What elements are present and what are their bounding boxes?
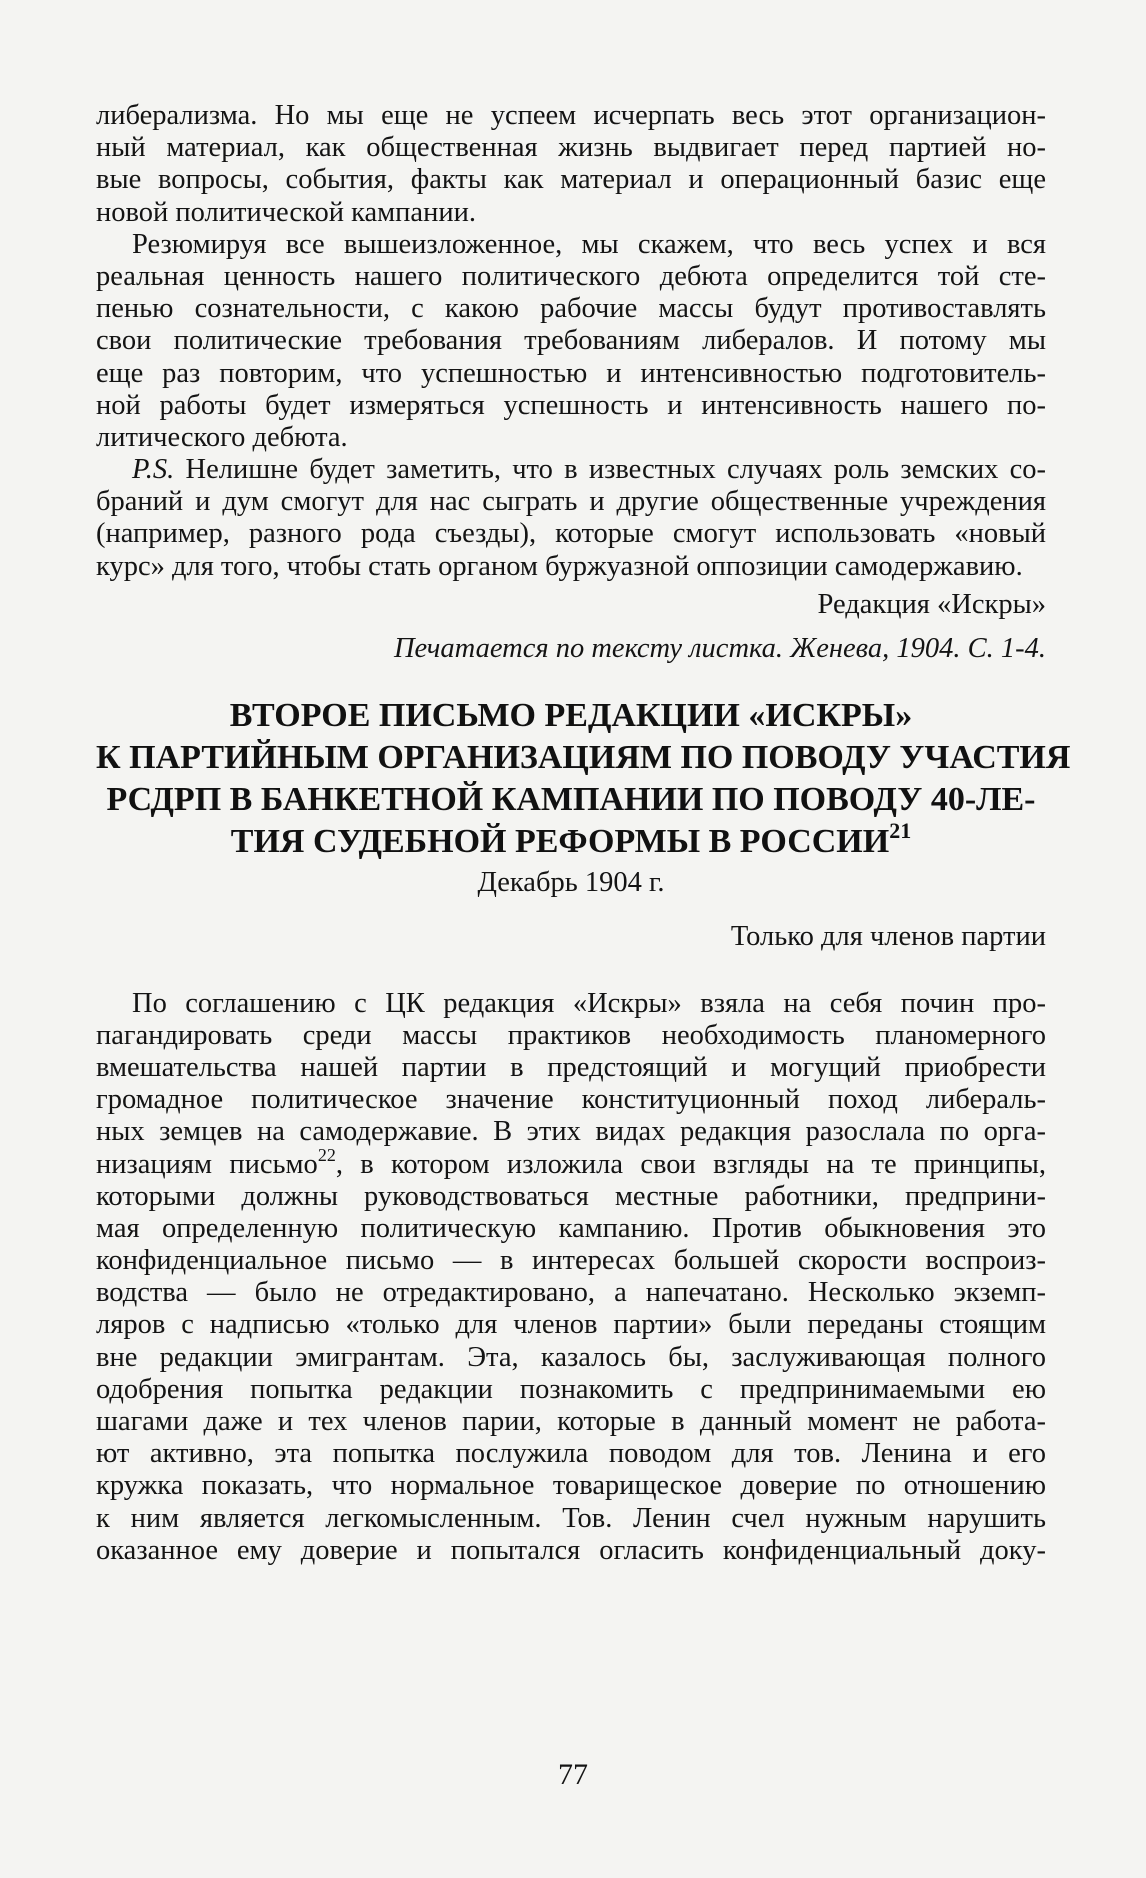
text-line: литического дебюта. xyxy=(96,421,348,453)
heading-line: ВТОРОЕ ПИСЬМО РЕДАКЦИИ «ИСКРЫ» xyxy=(229,697,913,735)
text-line: вмешательства нашей партии в предстоящий и могущий приобрести xyxy=(96,1051,1046,1083)
text-line: Резюмируя все вышеизложенное, мы скажем, что весь успех и вся xyxy=(132,228,1046,260)
text-line: водства — было не отредактировано, а напечатано. Несколько экземп- xyxy=(96,1277,1046,1309)
text-line: свои политические требования требованиям либералов. И потому мы xyxy=(96,325,1046,357)
text-segment: низациям письмо xyxy=(96,1148,318,1180)
paragraph-1 xyxy=(96,100,1046,229)
text-line: вне редакции эмигрантам. Эта, казалось бы, заслуживающая полного xyxy=(96,1341,1046,1373)
body-paragraph xyxy=(96,988,1046,1567)
source-note: Печатается по тексту листка. Женева, 1904. С. 1-4. xyxy=(393,633,1046,664)
paragraph-2 xyxy=(96,229,1046,454)
text-line: шагами даже и тех членов парии, которые в данный момент не работа- xyxy=(96,1406,1046,1437)
text-line: пенью сознательности, с какою рабочие массы будут противоставлять xyxy=(96,293,1046,325)
text-line: ют активно, эта попытка послужила поводом для тов. Ленина и его xyxy=(96,1438,1046,1470)
text-segment: , в котором изложила свои взгляды на те принципы, xyxy=(335,1148,1046,1180)
text-line: пагандировать среди массы практиков необходимость планомерного xyxy=(96,1019,1046,1051)
text-line: которыми должны руководствоваться местные работники, предприни- xyxy=(96,1180,1046,1212)
text-line: к ним является легкомысленным. Тов. Ленин счел нужным нарушить xyxy=(96,1502,1046,1534)
text-line: курс» для того, чтобы стать органом буржуазной оппозиции самодержавию. xyxy=(96,550,1023,582)
text-line: мая определенную политическую кампанию. Против обыкновения это xyxy=(96,1212,1046,1244)
page-text xyxy=(96,100,1071,1567)
heading-line: РСДРП В БАНКЕТНОЙ КАМПАНИИ ПО ПОВОДУ 40-ЛЕ- xyxy=(106,781,1036,819)
heading-line xyxy=(96,818,1046,863)
text-line: ных земцев на самодержавие. В этих видах редакция разослала по орга- xyxy=(96,1116,1046,1148)
postscript xyxy=(96,454,1046,583)
document-date: Декабрь 1904 г. xyxy=(477,867,665,899)
signature: Редакция «Искры» xyxy=(817,588,1046,620)
ps-text: Нелишне будет заметить, что в известных случаях роль земских со- xyxy=(174,454,1046,486)
footnote-marker: 21 xyxy=(889,818,912,844)
text-line: либерализма. Но мы еще не успеем исчерпать весь этот организацион- xyxy=(96,100,1046,131)
text-line: новой политической кампании. xyxy=(96,196,476,228)
restriction-note: Только для членов партии xyxy=(730,921,1046,953)
text-line: реальная ценность нашего политического дебюта определится той сте- xyxy=(96,260,1046,292)
text-line: браний и дум смогут для нас сыграть и другие общественные учреждения xyxy=(96,486,1046,518)
text-line: ной работы будет измеряться успешность и интенсивность нашего по- xyxy=(96,389,1046,421)
text-line: ный материал, как общественная жизнь выдвигает перед партией но- xyxy=(96,132,1046,164)
text-line: громадное политическое значение конституционный поход либераль- xyxy=(96,1084,1046,1116)
text-line: (например, разного рода съезды), которые смогут использовать «новый xyxy=(96,518,1046,550)
text-line xyxy=(96,454,1046,486)
text-line: ляров с надписью «только для членов партии» были переданы стоящим xyxy=(96,1309,1046,1341)
ps-label: P.S. xyxy=(132,454,175,486)
text-line: одобрения попытка редакции познакомить с предпринимаемыми ею xyxy=(96,1373,1046,1405)
text-line: кружка показать, что нормальное товарищеское доверие по отношению xyxy=(96,1470,1046,1502)
text-line: По соглашению с ЦК редакция «Искры» взяла на себя почин про- xyxy=(132,987,1046,1019)
text-line: оказанное ему доверие и попытался огласить конфиденциальный доку- xyxy=(96,1534,1046,1566)
text-line: вые вопросы, события, факты как материал и операционный базис еще xyxy=(96,164,1046,196)
heading-text: ТИЯ СУДЕБНОЙ РЕФОРМЫ В РОССИИ xyxy=(230,823,890,861)
page-number: 77 xyxy=(558,1758,588,1791)
text-line xyxy=(96,1144,1046,1181)
footnote-marker: 22 xyxy=(317,1144,336,1165)
heading-line: К ПАРТИЙНЫМ ОРГАНИЗАЦИЯМ ПО ПОВОДУ УЧАСТИЯ xyxy=(96,739,1071,777)
document-heading xyxy=(96,695,1071,863)
text-line: еще раз повторим, что успешностью и интенсивностью подготовитель- xyxy=(96,357,1046,389)
text-line: конфиденциальное письмо — в интересах большей скорости воспроиз- xyxy=(96,1245,1046,1277)
